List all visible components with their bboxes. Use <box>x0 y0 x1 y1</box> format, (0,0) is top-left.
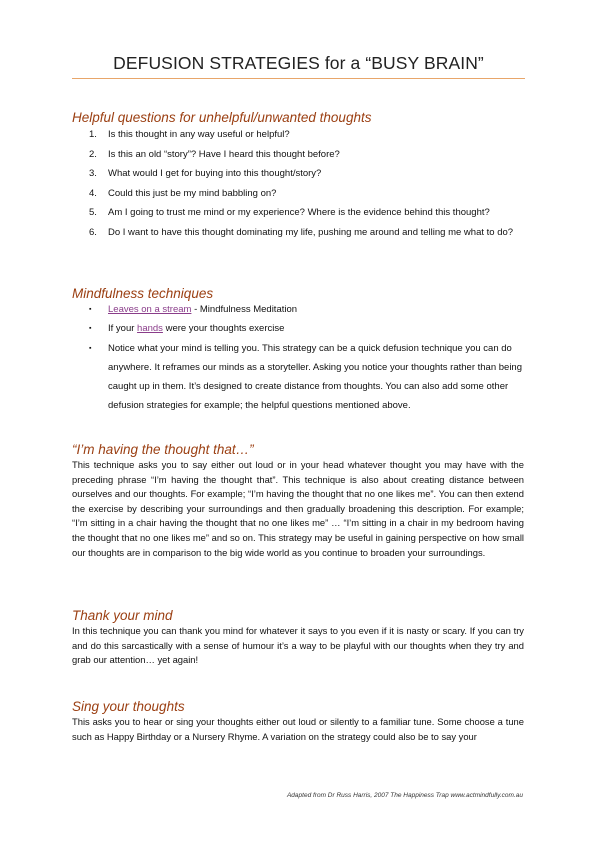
list-item: ▪ Notice what your mind is telling you. This strategy can be a quick defusion technique you can do anywhere. It reframes our minds as a storyteller. Asking you notice your thoughts rather than being caught up in them. It’s designed to create distance from thoughts. You can also add some other defusion strategies for example; the helpful questions mentioned above. <box>72 339 522 416</box>
list-item: ▪ If your hands were your thoughts exercise <box>72 319 522 338</box>
list-item: 5. Am I going to trust me mind or my experience? Where is the evidence behind this thought? <box>89 207 490 218</box>
leaves-on-a-stream-link[interactable]: Leaves on a stream <box>108 304 192 315</box>
questions-heading: Helpful questions for unhelpful/unwanted thoughts <box>72 110 372 125</box>
bullet-icon: ▪ <box>89 306 92 313</box>
list-item: 4. Could this just be my mind babbling on? <box>89 187 277 199</box>
having-thought-body: This technique asks you to say either out loud or in your head whatever thought you may have with the preceding phrase “I’m having the thought that”. This technique is also about creating distance between ourselves and our thoughts. For example; “I’m having the thought that no one likes me”. You can then extend the exercise by describing your surroundings and then gradually broadening this description. For example; “I’m sitting in a chair having the thought that no one likes me” … “I’m sitting in a chair in my bedroom having the thought that no one likes me” and so on. This strategy may be useful in gaining perspective on how small our thoughts are in comparison to the big wide world as you continue to broaden your surroundings. <box>72 459 524 558</box>
bullet-icon: ▪ <box>89 325 92 333</box>
list-item: 6. Do I want to have this thought dominating my life, pushing me around and telling me what to do? <box>89 226 514 238</box>
hands-link[interactable]: hands <box>137 323 163 335</box>
thank-mind-heading: Thank your mind <box>72 608 173 623</box>
footer-citation: Adapted from Dr Russ Harris, 2007 The Happiness Trap www.actmindfully.com.au <box>286 792 523 799</box>
list-item: 2. Is this an old “story”? Have I heard this thought before? <box>89 148 340 160</box>
sing-body: This asks you to hear or sing your thoughts either out loud or silently to a familiar tune. Some choose a tune such as Happy Birthday or a Nursery Rhyme. A variation on the strategy could also be to say your <box>72 716 524 742</box>
list-item: 1. Is this thought in any way useful or helpful? <box>89 129 290 140</box>
list-item: ▪ Leaves on a stream - Mindfulness Meditation <box>72 300 522 319</box>
thank-mind-body: In this technique you can thank you mind for whatever it says to you even if it is nasty or scary. If you can try and do this sarcastically with a sense of humour it’s a way to be playful with our thoughts when they try and grab our attention… yet again! <box>72 625 524 666</box>
list-item: 3. What would I get for buying into this thought/story? <box>89 168 322 179</box>
mindfulness-list <box>72 300 522 416</box>
mindfulness-heading: Mindfulness techniques <box>72 286 214 301</box>
bullet-icon: ▪ <box>89 344 92 352</box>
having-thought-heading: “I’m having the thought that…” <box>72 442 254 457</box>
title-divider <box>72 78 525 79</box>
page-title: DEFUSION STRATEGIES for a “BUSY BRAIN” <box>113 53 484 73</box>
questions-list <box>72 125 522 242</box>
sing-heading: Sing your thoughts <box>72 699 185 714</box>
